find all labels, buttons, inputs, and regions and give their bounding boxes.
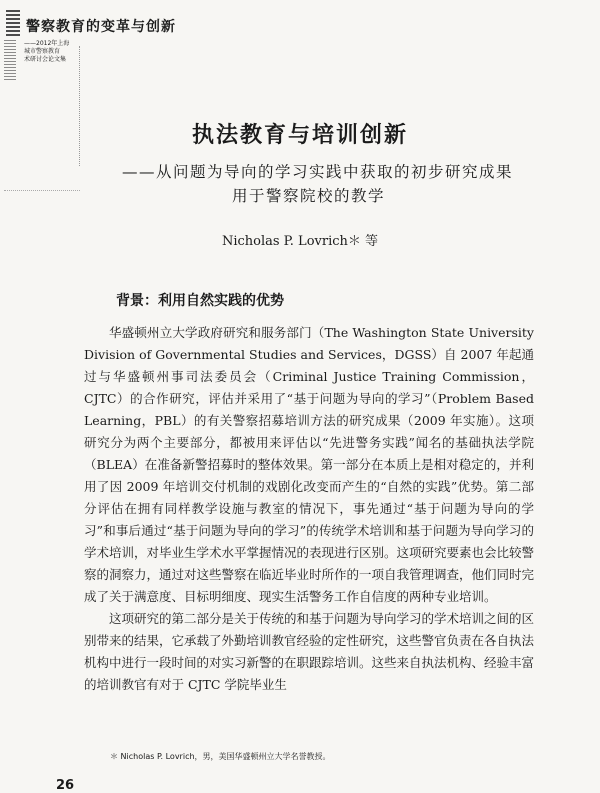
section-heading: 背景：利用自然实践的优势 [116,293,284,309]
header-subtitle-line: ——2012年上海 [24,40,70,47]
article-subtitle-line2: 用于警察院校的教学 [232,187,386,205]
header-subtitle-line: 城市警察教育 [24,48,61,55]
header-logo-icon [6,10,20,36]
article-title: 执法教育与培训创新 [191,122,408,148]
header-subtitle-line: 术研讨会论文集 [24,56,67,63]
header-subtitle-block [24,40,69,64]
header-divider-horizontal [4,190,80,191]
author-name: Nicholas P. Lovrich＊ 等 [221,234,379,249]
article-subtitle-line1: ——从问题为导向的学习实践中获取的初步研究成果 [122,163,514,181]
article-body [84,322,534,696]
page-number: 26 [56,778,75,793]
footnote: ＊ Nicholas P. Lovrich，男，美国华盛顿州立大学名誉教授。 [110,752,331,761]
running-header-title: 警察教育的变革与创新 [26,19,176,35]
body-paragraph: 华盛顿州立大学政府研究和服务部门（The Washington State University Division of Governmental Studies and Services，DGSS）自 2007 年起通过与华盛顿州事司法委员会（Criminal Justice Training Commission，CJTC）的合作研究，评估并采用了“基于问题为导向的学习”（Problem Based Learning，PBL）的有关警察招募培训方法的研究成果（2009 年实施）。这项研究分为两个主要部分，都被用来评估以“先进警务实践”闻名的基础执法学院（BLEA）在准备新警招募时的整体效果。第一部分在本质上是相对稳定的，并利用了因 2009 年培训交付机制的戏剧化改变而产生的“自然的实践”优势。第二部分评估在拥有同样教学设施与教室的情况下，事先通过“基于问题为导向的学习”和事后通过“基于问题为导向的学习”的传统学术培训和基于问题为导向学习的学术培训，对毕业生学术水平掌握情况的表现进行区别。这项研究要素也会比较警察的洞察力，通过对这些警察在临近毕业时所作的一项自我管理调查，他们同时完成了关于满意度、目标明细度、现实生活警务工作自信度的两种专业培训。 [84,325,535,604]
body-paragraph: 这项研究的第二部分是关于传统的和基于问题为导向学习的学术培训之间的区别带来的结果，它承载了外勤培训教官经验的定性研究，这些警官负责在各自执法机构中进行一段时间的对实习新警的在职跟踪培训。这些来自执法机构、经验丰富的培训教官有对于 CJTC 学院毕业生 [84,611,535,692]
header-side-bar [4,40,16,80]
